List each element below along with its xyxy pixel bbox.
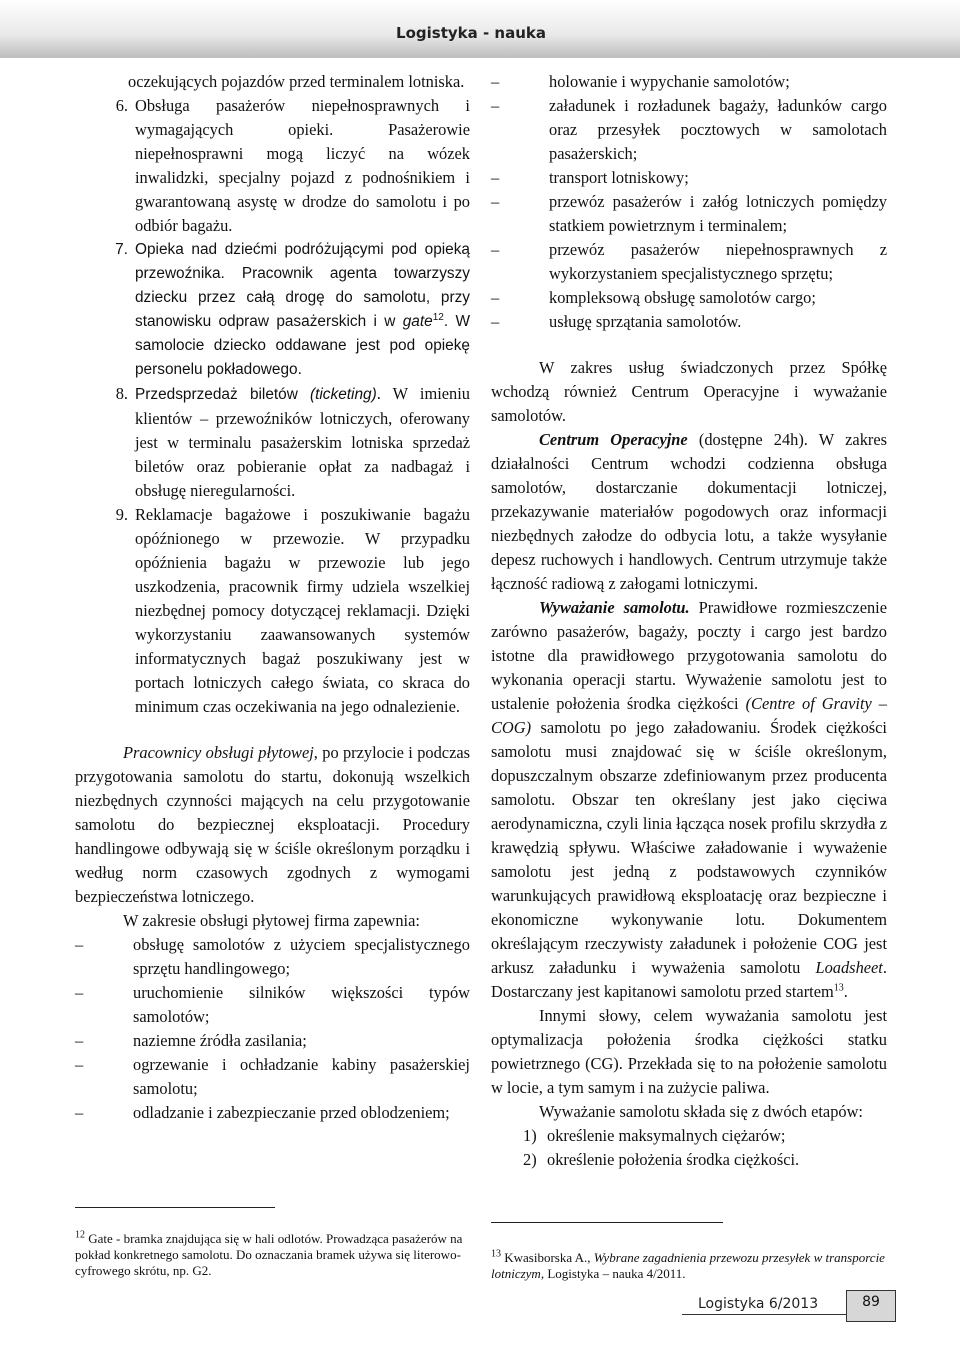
list-number: 9. <box>115 505 128 524</box>
dash-marker: – <box>491 240 500 259</box>
dash-marker: – <box>491 72 500 91</box>
paragraph: Wyważanie samolotu składa się z dwóch etapów: <box>539 1102 863 1121</box>
bullet-item <box>491 286 887 310</box>
item-text: określenie położenia środka ciężkości. <box>547 1150 800 1169</box>
footer-rule <box>682 1314 846 1315</box>
list-number: 6. <box>115 96 128 115</box>
dash-marker: – <box>491 288 500 307</box>
bullet-item <box>491 238 887 286</box>
left-column <box>75 70 470 1125</box>
dash-marker: – <box>75 1031 84 1050</box>
numbered-list <box>491 1124 887 1172</box>
list-text: Przedsprzedaż biletów (ticketing). W imieniu klientów – przewoźników lotniczych, oferowany jest w terminalu pasażerskim lotniska sprzedaż biletów oraz pobieranie opłat za nadbagaż i obsługę nieregularności. <box>135 384 470 500</box>
list-number: 8. <box>115 384 128 403</box>
numbered-item <box>491 1124 887 1148</box>
bullet-text: przewóz pasażerów i załóg lotniczych pomiędzy statkiem powietrznym i terminalem; <box>549 192 887 235</box>
list-item <box>75 503 470 719</box>
bullet-text: obsługę samolotów z użyciem specjalistycznego sprzętu handlingowego; <box>133 935 470 978</box>
dash-marker: – <box>491 192 500 211</box>
paragraph: W zakres usług świadczonych przez Spółkę wchodzą również Centrum Operacyjne i wyważanie samolotów. <box>491 358 887 425</box>
bullet-item <box>75 981 470 1029</box>
bullet-item <box>491 94 887 166</box>
list-item <box>75 238 470 382</box>
item-number: 1) <box>523 1126 537 1145</box>
dash-marker: – <box>75 1055 84 1074</box>
dash-marker: – <box>491 312 500 331</box>
numbered-item <box>491 1148 887 1172</box>
bullet-text: odladzanie i zabezpieczanie przed oblodzeniem; <box>133 1103 450 1122</box>
paragraph: Pracownicy obsługi płytowej, po przylocie i podczas przygotowania samolotu do startu, dokonują wszelkich niezbędnych czynności mających na celu przygotowanie samolotu do bezpiecznej eksploatacji. Procedury handlingowe odbywają się w ściśle określonym porządku i według norm czasowych zgodnych z wymogami bezpieczeństwa lotniczego. <box>75 743 470 906</box>
paragraph: W zakresie obsługi płytowej firma zapewnia: <box>123 911 420 930</box>
dash-marker: – <box>75 1103 84 1122</box>
bullet-item <box>491 166 887 190</box>
bullet-item <box>75 1101 470 1125</box>
bullet-list <box>75 933 470 1125</box>
paragraph: oczekujących pojazdów przed terminalem lotniska. <box>128 72 465 91</box>
bullet-item <box>75 1029 470 1053</box>
list-item <box>75 94 470 238</box>
footnote-rule <box>491 1222 723 1223</box>
footnote-12: $^{12}$ Gate - bramka znajdująca się w hali odlotów. Prowadząca pasażerów na pokład konkretnego samolotu. Do oznaczania bramek używa się literowo-cyfrowego skrótu, np. G2. <box>75 1229 463 1278</box>
page-number: 89 <box>846 1290 896 1322</box>
item-text: określenie maksymalnych ciężarów; <box>547 1126 786 1145</box>
bullet-text: naziemne źródła zasilania; <box>133 1031 307 1050</box>
dash-marker: – <box>75 935 84 954</box>
right-column <box>491 70 887 1172</box>
bullet-item <box>491 310 887 334</box>
footnote-rule <box>75 1207 275 1208</box>
paragraph: Innymi słowy, celem wyważania samolotu jest optymalizacja położenia środka ciężkości statku powietrznego (CG). Przekłada się to na położenie samolotu w locie, a tym samym i na zużycie paliwa. <box>491 1006 887 1097</box>
spacer <box>75 719 470 741</box>
bullet-text: transport lotniskowy; <box>549 168 689 187</box>
dash-marker: – <box>491 96 500 115</box>
journal-label: Logistyka 6/2013 <box>698 1296 819 1312</box>
paragraph: Centrum Operacyjne (dostępne 24h). W zakres działalności Centrum wchodzi codzienna obsługa samolotów, dostarczanie dokumentacji lotniczej, przekazywanie materiałów pogodowych oraz informacji niezbędnych załodze do odbycia lotu, a także wysyłanie depesz ruchowych i handlowych. Centrum utrzymuje także łączność radiową z załogami lotniczymi. <box>491 430 888 593</box>
bullet-item <box>75 1053 470 1101</box>
list-text: Opieka nad dziećmi podróżującymi pod opieką przewoźnika. Pracownik agenta towarzyszy dziecku przez całą drogę do samolotu, przy stanowisku odpraw pasażerskich i w gate$^{12}$. W samolocie dziecko oddawane jest pod opiekę personelu pokładowego. <box>135 241 470 378</box>
footnote-13: $^{13}$ Kwasiborska A., Wybrane zagadnienia przewozu przesyłek w transporcie lotniczym, Logistyka – nauka 4/2011. <box>491 1248 885 1281</box>
item-number: 2) <box>523 1150 537 1169</box>
running-header: Logistyka - nauka <box>396 24 546 42</box>
list-number: 7. <box>115 241 128 258</box>
bullet-text: ogrzewanie i ochładzanie kabiny pasażerskiej samolotu; <box>133 1055 470 1098</box>
dash-marker: – <box>491 168 500 187</box>
bullet-list <box>491 70 887 334</box>
bullet-text: usługę sprzątania samolotów. <box>549 312 742 331</box>
list-text: Reklamacje bagażowe i poszukiwanie bagażu opóźnionego w przewozie. W przypadku opóźnienia bagażu w przewozie lub jego uszkodzenia, pracownik firmy udziela wszelkiej niezbędnej pomocy dotyczącej reklamacji. Dzięki wykorzystaniu zaawansowanych systemów informatycznych bagaż poszukiwany jest w portach lotniczych całego świata, co skraca do minimum czas oczekiwania na jego odnalezienie. <box>135 505 470 716</box>
bullet-text: załadunek i rozładunek bagaży, ładunków cargo oraz przesyłek pocztowych w samolotach pasażerskich; <box>549 96 887 163</box>
bullet-item <box>491 190 887 238</box>
list-item <box>75 382 470 503</box>
dash-marker: – <box>75 983 84 1002</box>
bullet-item <box>491 70 887 94</box>
bullet-text: kompleksową obsługę samolotów cargo; <box>549 288 816 307</box>
list-text: Obsługa pasażerów niepełnosprawnych i wymagających opieki. Pasażerowie niepełnosprawni mogą liczyć na wózek inwalidzki, specjalny pojazd z podnośnikiem i gwarantowaną asystę w drodze do samolotu i po odbiór bagażu. <box>135 96 470 235</box>
bullet-text: uruchomienie silników większości typów samolotów; <box>133 983 470 1026</box>
bullet-text: przewóz pasażerów niepełnosprawnych z wykorzystaniem specjalistycznego sprzętu; <box>549 240 887 283</box>
bullet-text: holowanie i wypychanie samolotów; <box>549 72 790 91</box>
spacer <box>491 334 887 356</box>
bullet-item <box>75 933 470 981</box>
paragraph: Wyważanie samolotu. Prawidłowe rozmieszczenie zarówno pasażerów, bagaży, poczty i cargo jest bardzo istotne dla prawidłowego przygotowania samolotu do wykonania operacji startu. Wyważenie samolotu jest to ustalenie położenia środka ciężkości (Centre of Gravity – COG) samolotu po jego załadowaniu. Środek ciężkości samolotu musi znajdować się w ściśle określonym, dopuszczalnym obszarze zdefiniowanym przez producenta samolotu. Obszar ten określany jest jako cięciwa aerodynamiczna, czyli linia łącząca nosek profilu skrzydła z krawędzią spływu. Właściwe załadowanie i wyważenie samolotu jest jedną z podstawowych czynników warunkujących prawidłową eksploatację oraz bezpieczne i ekonomiczne wykonywanie lotu. Dokumentem określającym rzeczywisty załadunek i położenie COG jest arkusz załadunku i wyważenia samolotu Loadsheet. Dostarczany jest kapitanowi samolotu przed startem$^{13}$. <box>491 598 887 1001</box>
